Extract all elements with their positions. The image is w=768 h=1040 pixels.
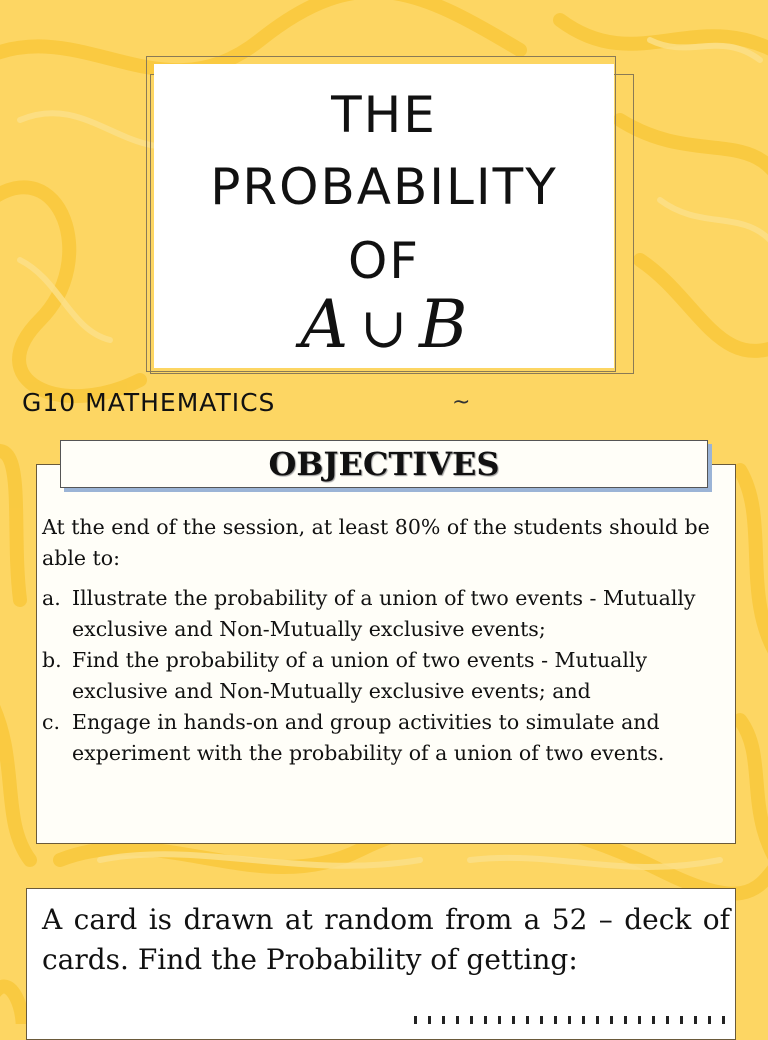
objectives-title: OBJECTIVES — [268, 445, 500, 483]
objectives-body — [42, 512, 722, 769]
objectives-header — [60, 440, 708, 488]
math-set-a: A — [300, 286, 349, 363]
title-line-the: THE — [331, 86, 437, 144]
title-card — [154, 64, 614, 368]
list-item — [42, 583, 722, 645]
math-set-b: B — [419, 286, 468, 363]
list-item-text: Find the probability of a union of two events - Mutually exclusive and Non-Mutually exclusive events; and — [72, 648, 648, 703]
title-line-probability: PROBABILITY — [210, 158, 558, 216]
list-marker: a. — [42, 586, 61, 610]
card-image-strip — [414, 1016, 734, 1024]
list-item-text: Engage in hands-on and group activities to simulate and experiment with the probability of a union of two events. — [72, 710, 665, 765]
list-item-text: Illustrate the probability of a union of two events - Mutually exclusive and Non-Mutually exclusive events; — [72, 586, 696, 641]
union-symbol: ∪ — [360, 296, 408, 361]
objectives-intro: At the end of the session, at least 80% of the students should be able to: — [42, 515, 710, 570]
list-item — [42, 645, 722, 707]
list-item — [42, 707, 722, 769]
list-marker: c. — [42, 710, 60, 734]
objectives-list — [42, 583, 722, 769]
tilde-mark: ~ — [452, 390, 471, 415]
problem-text: A card is drawn at random from a 52 – deck of cards. Find the Probability of getting: — [42, 903, 730, 976]
title-line-of: OF — [347, 232, 421, 290]
title-math-union — [154, 286, 614, 363]
list-marker: b. — [42, 648, 62, 672]
subtitle: G10 MATHEMATICS — [22, 388, 276, 417]
